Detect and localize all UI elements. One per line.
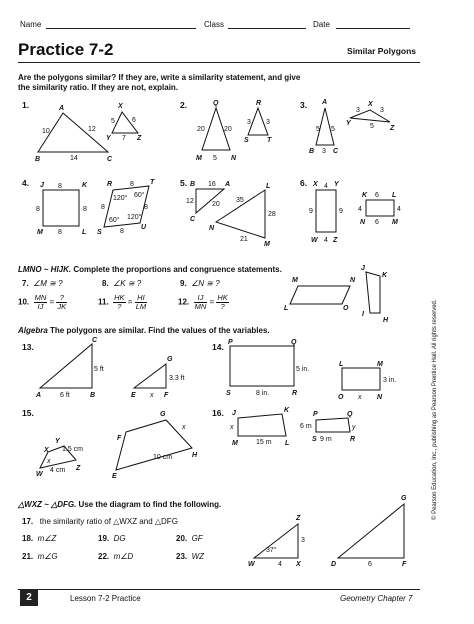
svg-text:3: 3 (380, 107, 384, 114)
svg-text:T: T (267, 137, 272, 144)
svg-text:9: 9 (339, 208, 343, 215)
svg-text:W: W (248, 561, 255, 568)
section-lmno-instructions: LMNO ~ HIJK. Complete the proportions and congruence statements. (18, 265, 282, 274)
svg-text:L: L (392, 192, 397, 199)
svg-text:Z: Z (390, 125, 395, 132)
svg-text:5 in.: 5 in. (296, 366, 310, 373)
figure-lmno-hijk (284, 265, 389, 324)
figure-1 (35, 103, 142, 163)
problem-3-number: 3. (300, 100, 308, 110)
svg-text:F: F (117, 435, 122, 442)
svg-text:4: 4 (324, 237, 328, 244)
problem-22: 22. m∠D (98, 552, 134, 561)
svg-text:A: A (225, 181, 231, 188)
svg-text:X: X (313, 181, 318, 188)
svg-text:N: N (231, 155, 237, 162)
svg-text:B: B (309, 148, 315, 155)
problem-1-number: 1. (22, 100, 30, 110)
svg-text:7: 7 (122, 135, 126, 142)
svg-text:9 m: 9 m (320, 436, 332, 443)
figure-15 (36, 411, 198, 480)
svg-text:12: 12 (186, 198, 194, 205)
svg-text:L: L (82, 229, 87, 236)
svg-text:S: S (226, 390, 231, 397)
figure-5 (186, 181, 276, 248)
svg-text:4: 4 (397, 206, 401, 213)
section-algebra-instructions: Algebra The polygons are similar. Find the values of the variables. (18, 326, 270, 335)
svg-text:Q: Q (347, 411, 353, 418)
svg-text:16: 16 (208, 181, 216, 188)
svg-text:5: 5 (316, 126, 320, 133)
svg-text:D: D (331, 561, 337, 568)
problem-6-number: 6. (300, 178, 308, 188)
svg-text:T: T (150, 179, 155, 186)
svg-text:M: M (292, 277, 298, 284)
problem-10: 10. $\frac{MN}{IJ}$ = $\frac{?}{JK}$ (18, 293, 67, 311)
svg-text:6: 6 (375, 192, 379, 199)
svg-text:B: B (90, 392, 96, 399)
page-number: 2 (20, 590, 38, 606)
svg-text:A: A (36, 392, 42, 399)
svg-text:8 in.: 8 in. (256, 390, 270, 397)
svg-text:E: E (131, 392, 136, 399)
svg-text:N: N (360, 219, 366, 226)
svg-text:10 cm: 10 cm (153, 454, 173, 461)
svg-text:Y: Y (334, 181, 339, 188)
problem-8: 8. ∠K ≅ ? (102, 279, 142, 288)
figure-13 (35, 337, 185, 399)
svg-text:K: K (284, 407, 290, 414)
svg-text:Z: Z (137, 135, 142, 142)
svg-text:20: 20 (212, 201, 220, 208)
svg-text:3: 3 (247, 119, 251, 126)
problem-23: 23. WZ (176, 552, 205, 561)
svg-text:C: C (92, 337, 98, 344)
svg-text:Z: Z (333, 237, 338, 244)
svg-text:M: M (392, 219, 398, 226)
problem-17: 17. the similarity ratio of △WXZ and △DFG (22, 517, 178, 526)
svg-text:5: 5 (370, 123, 374, 130)
svg-text:Y: Y (346, 120, 351, 127)
svg-text:E: E (112, 473, 117, 480)
svg-text:R: R (350, 436, 356, 443)
footer-chapter: Geometry Chapter 7 (340, 594, 413, 603)
svg-text:x: x (182, 424, 186, 431)
svg-text:G: G (167, 356, 173, 363)
svg-text:G: G (401, 495, 407, 502)
svg-text:20: 20 (197, 126, 205, 133)
figure-2 (196, 100, 272, 162)
problem-5-number: 5. (180, 178, 188, 188)
svg-text:60°: 60° (134, 192, 145, 199)
svg-text:8: 8 (130, 181, 134, 188)
svg-text:120°: 120° (113, 195, 128, 202)
problem-14-number: 14. (212, 342, 224, 352)
svg-text:C: C (107, 156, 113, 163)
svg-text:12: 12 (88, 126, 96, 133)
date-label: Date (313, 20, 330, 29)
svg-text:6: 6 (375, 219, 379, 226)
svg-text:X: X (118, 103, 123, 110)
svg-text:x: x (47, 458, 51, 465)
figure-3 (309, 99, 395, 155)
svg-text:M: M (196, 155, 202, 162)
figure-4 (36, 179, 155, 236)
svg-text:L: L (266, 183, 271, 190)
svg-text:A: A (322, 99, 328, 106)
svg-text:A: A (59, 105, 65, 112)
svg-text:P: P (228, 339, 233, 346)
problem-2-number: 2. (180, 100, 188, 110)
svg-text:Z: Z (76, 465, 81, 472)
svg-text:J: J (232, 410, 236, 417)
instructions-similar: Are the polygons similar? If they are, write a similarity statement, and give the similarity ratio. If they are not, explain. (18, 73, 301, 92)
problem-15-number: 15. (22, 408, 34, 418)
problem-12: 12. $\frac{IJ}{MN}$ = $\frac{HK}{?}$ (178, 293, 228, 311)
svg-text:U: U (141, 224, 147, 231)
svg-text:J: J (40, 182, 44, 189)
svg-text:C: C (333, 148, 339, 155)
svg-text:1.5 cm: 1.5 cm (62, 446, 84, 453)
problem-9: 9. ∠N ≅ ? (180, 279, 220, 288)
svg-text:6 ft: 6 ft (60, 392, 70, 399)
svg-text:K: K (362, 192, 368, 199)
svg-text:B: B (190, 181, 196, 188)
svg-text:3: 3 (266, 119, 270, 126)
svg-text:R: R (292, 390, 298, 397)
svg-text:O: O (343, 305, 349, 312)
svg-text:60°: 60° (109, 217, 120, 224)
svg-text:G: G (160, 411, 166, 418)
svg-text:5: 5 (331, 126, 335, 133)
svg-text:120°: 120° (127, 214, 142, 221)
svg-text:8: 8 (120, 228, 124, 235)
svg-text:4: 4 (324, 183, 328, 190)
svg-text:Y: Y (106, 135, 111, 142)
svg-text:L: L (339, 361, 344, 368)
svg-text:R: R (107, 181, 113, 188)
problem-21: 21. m∠G (22, 552, 58, 561)
svg-text:R: R (256, 100, 262, 107)
name-label: Name (20, 20, 42, 29)
footer-lesson: Lesson 7-2 Practice (70, 594, 141, 603)
svg-text:6: 6 (368, 561, 372, 568)
svg-text:35: 35 (236, 197, 244, 204)
svg-text:L: L (285, 440, 290, 447)
svg-text:Q: Q (213, 100, 219, 107)
svg-text:O: O (338, 394, 344, 401)
figure-16 (229, 407, 356, 447)
svg-text:5: 5 (213, 155, 217, 162)
svg-text:14: 14 (70, 155, 78, 162)
svg-text:W: W (36, 471, 43, 478)
svg-text:6: 6 (132, 117, 136, 124)
svg-text:3.3 ft: 3.3 ft (169, 375, 185, 382)
class-label: Class (204, 20, 225, 29)
svg-text:H: H (383, 317, 389, 324)
svg-text:3: 3 (356, 107, 360, 114)
svg-text:F: F (402, 561, 407, 568)
svg-text:H: H (192, 452, 198, 459)
problem-16-number: 16. (212, 408, 224, 418)
svg-text:28: 28 (268, 211, 276, 218)
svg-text:y: y (352, 424, 356, 431)
svg-text:10: 10 (42, 128, 50, 135)
svg-text:M: M (232, 440, 238, 447)
copyright-side-text: © Pearson Education, Inc., publishing as Pearson Prentice Hall. All rights reserved. (432, 299, 438, 520)
svg-text:9: 9 (309, 208, 313, 215)
svg-text:4: 4 (278, 561, 282, 568)
problem-11: 11. $\frac{HK}{?}$ = $\frac{HI}{LM}$ (98, 293, 147, 311)
svg-text:x: x (358, 394, 362, 401)
svg-text:Z: Z (296, 515, 301, 522)
svg-text:5: 5 (111, 118, 115, 125)
svg-text:x: x (150, 392, 154, 399)
svg-text:B: B (35, 156, 41, 163)
svg-text:L: L (284, 305, 289, 312)
svg-text:8: 8 (36, 206, 40, 213)
problem-7: 7. ∠M ≅ ? (22, 279, 63, 288)
svg-text:x: x (230, 424, 234, 431)
svg-text:37°: 37° (266, 547, 277, 554)
problem-20: 20. GF (176, 534, 203, 543)
svg-text:15 m: 15 m (256, 439, 272, 446)
svg-text:N: N (377, 394, 383, 401)
svg-text:W: W (311, 237, 318, 244)
svg-text:K: K (382, 272, 388, 279)
svg-text:N: N (350, 277, 356, 284)
svg-text:J: J (361, 265, 365, 272)
svg-text:C: C (190, 216, 196, 223)
svg-text:20: 20 (224, 126, 232, 133)
problem-19: 19. DG (98, 534, 126, 543)
svg-text:8: 8 (101, 204, 105, 211)
figure-wxz-dfg (248, 495, 407, 568)
svg-text:8: 8 (58, 183, 62, 190)
svg-text:6 m: 6 m (300, 423, 312, 430)
svg-text:X: X (296, 561, 301, 568)
svg-text:3: 3 (301, 537, 305, 544)
svg-text:8: 8 (144, 204, 148, 211)
problem-13-number: 13. (22, 342, 34, 352)
problem-4-number: 4. (22, 178, 30, 188)
svg-text:M: M (37, 229, 43, 236)
svg-text:8: 8 (83, 206, 87, 213)
svg-text:S: S (312, 436, 317, 443)
page-subtitle: Similar Polygons (347, 46, 416, 56)
svg-text:Q: Q (291, 339, 297, 346)
svg-text:M: M (264, 241, 270, 248)
svg-text:P: P (313, 411, 318, 418)
svg-text:21: 21 (240, 236, 248, 243)
svg-text:X: X (44, 447, 49, 454)
svg-text:4 cm: 4 cm (50, 467, 66, 474)
svg-text:4: 4 (358, 206, 362, 213)
svg-text:3 in.: 3 in. (383, 377, 397, 384)
svg-text:X: X (368, 101, 373, 108)
svg-text:8: 8 (58, 229, 62, 236)
figure-6 (309, 181, 401, 244)
svg-text:3: 3 (322, 148, 326, 155)
svg-text:S: S (244, 137, 249, 144)
problem-18: 18. m∠Z (22, 534, 57, 543)
svg-text:K: K (82, 182, 88, 189)
svg-text:I: I (362, 311, 364, 318)
svg-text:N: N (209, 225, 215, 232)
figure-14 (226, 339, 396, 401)
page-title: Practice 7-2 (18, 40, 114, 59)
svg-text:5 ft: 5 ft (94, 366, 104, 373)
svg-text:F: F (164, 392, 169, 399)
svg-text:M: M (377, 361, 383, 368)
section-wxz-instructions: △WXZ ~ △DFG. Use the diagram to find the following. (18, 500, 222, 509)
svg-text:Y: Y (55, 438, 60, 445)
svg-text:S: S (97, 229, 102, 236)
